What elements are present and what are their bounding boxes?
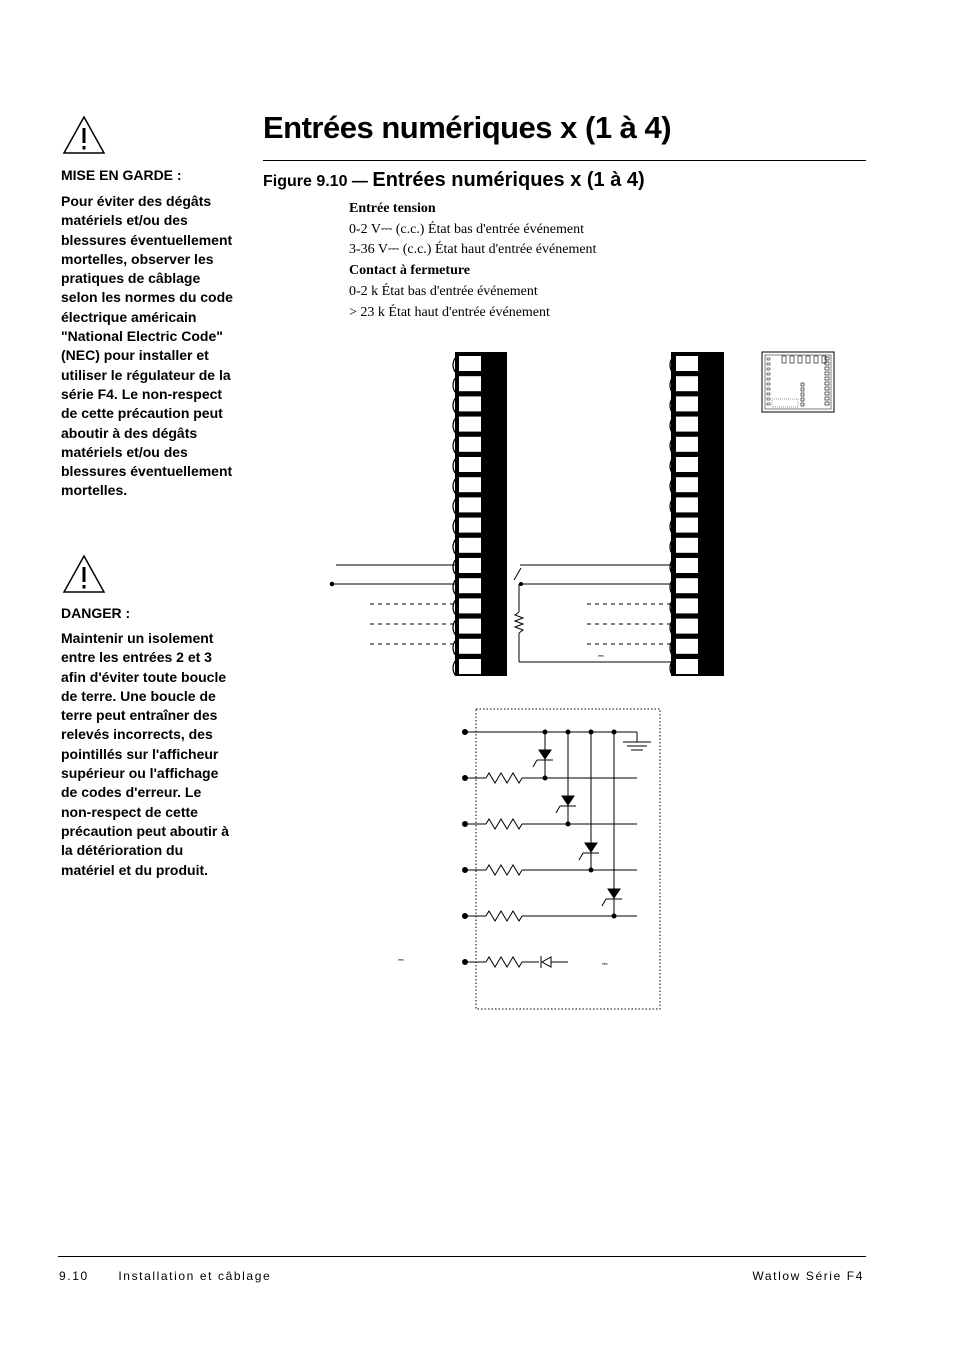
danger-triangle-icon bbox=[62, 554, 106, 594]
contact-heading: Contact à fermeture bbox=[349, 263, 471, 278]
contact-closure-wiring bbox=[514, 565, 671, 662]
input-resistor-row bbox=[463, 911, 638, 921]
terminal-block-right bbox=[670, 352, 724, 676]
dc-symbol-input: ⎓ bbox=[398, 956, 404, 964]
voltage-input-wiring bbox=[330, 565, 455, 644]
footer-left: 9.10 Installation et câblage bbox=[59, 1269, 272, 1283]
voltage-low: 0-2 V⎓ (c.c.) État bas d'entrée événement bbox=[349, 222, 585, 237]
danger-heading: DANGER : bbox=[61, 605, 131, 621]
warning-text: Pour éviter des dégâts matériels et/ou des blessures éventuellement mortelles, observer les pratiques de câblage selon les normes du code électrique américain "National Electric Code" (NEC) pour installer et utiliser le régulateur de la série F4. Le non-respect de cette précaution peut aboutir à des dégâts matériels et/ou des blessures éventuellement mortelles. bbox=[61, 193, 233, 499]
figure-title bbox=[263, 169, 645, 192]
dc-symbol-internal: ⎓ bbox=[602, 960, 608, 968]
danger-text: Maintenir un isolement entre les entrées 2 et 3 afin d'éviter toute boucle de terre. Une boucle de terre peut entraîner des relevés incorrects, des pointillés sur l'afficheur supérieur ou l'affichage de codes d'erreur. Le non-respect de cette précaution peut aboutir à la détérioration du matériel et du produit. bbox=[61, 630, 230, 878]
wiring-diagram bbox=[300, 340, 860, 1020]
footer-rule bbox=[58, 1256, 866, 1257]
dc-symbol-contact: ⎓ bbox=[598, 652, 604, 660]
warning-triangle-icon bbox=[62, 115, 106, 155]
controller-location-thumbnail bbox=[762, 352, 834, 412]
contact-high: > 23 k État haut d'entrée événement bbox=[349, 305, 550, 320]
voltage-heading: Entrée tension bbox=[349, 201, 436, 216]
contact-low: 0-2 k État bas d'entrée événement bbox=[349, 284, 538, 299]
input-resistor-row bbox=[463, 865, 638, 875]
figure-caption: Entrées numériques x (1 à 4) bbox=[372, 169, 645, 191]
input-resistor-row bbox=[463, 819, 638, 829]
voltage-high: 3-36 V⎓ (c.c.) État haut d'entrée événement bbox=[349, 242, 597, 257]
internal-circuit bbox=[463, 709, 661, 1009]
figure-number: Figure 9.10 — bbox=[263, 173, 368, 190]
terminal-block-left bbox=[453, 352, 507, 676]
page-title: Entrées numériques x (1 à 4) bbox=[263, 110, 672, 145]
title-rule bbox=[263, 160, 866, 161]
warning-heading: MISE EN GARDE : bbox=[61, 167, 182, 183]
input-resistor-row bbox=[463, 773, 638, 783]
footer-right: Watlow Série F4 bbox=[752, 1269, 864, 1283]
